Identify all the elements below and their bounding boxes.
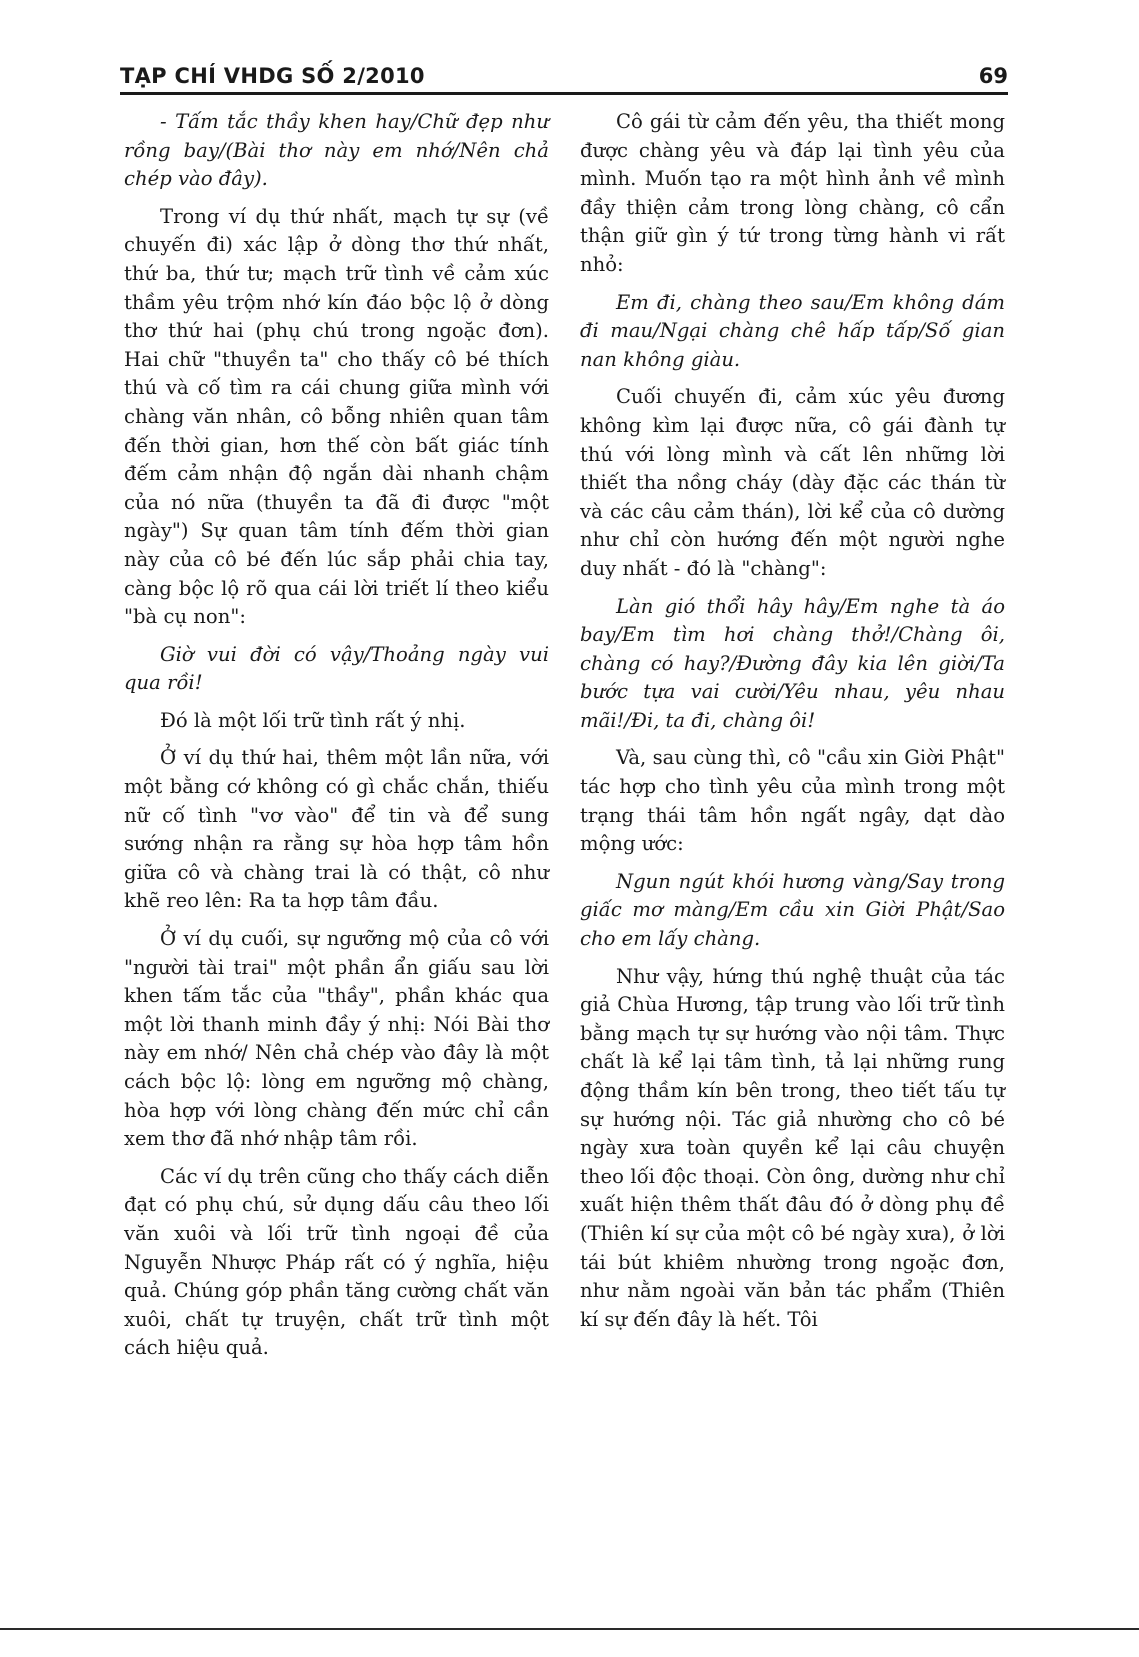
paragraph: - Tấm tắc thầy khen hay/Chữ đẹp như rồng bay/(Bài thơ này em nhớ/Nên chả chép vào đây). (124, 110, 549, 191)
paragraph: Cô gái từ cảm đến yêu, tha thiết mong được chàng yêu và đáp lại tình yêu của mình. Muốn tạo ra một hình ảnh về mình đầy thiện cảm trong lòng chàng, cô cẩn thận giữ gìn ý tứ trong từng hành vi rất nhỏ: (580, 110, 1005, 276)
running-header (120, 52, 1008, 95)
poem-quote: Làn gió thổi hây hây/Em nghe tà áo bay/Em tìm hơi chàng thở!/Chàng ôi, chàng có hay?/Đường đây kia lên giời/Ta bước tựa vai cười/Yêu nhau, yêu nhau mãi!/Đi, ta đi, chàng ôi! (580, 594, 1005, 732)
right-column (580, 108, 1005, 1343)
poem-quote: Em đi, chàng theo sau/Em không dám đi mau/Ngại chàng chê hấp tấp/Số gian nan không giàu. (580, 290, 1005, 371)
paragraph: Như vậy, hứng thú nghệ thuật của tác giả Chùa Hương, tập trung vào lối trữ tình bằng mạch tự sự hướng vào nội tâm. Thực chất là kể lại tâm tình, tả lại những rung động thầm kín bên trong, theo tiết tấu tự sự hướng nội. Tác giả nhường cho cô bé ngày xưa toàn quyền kể lại câu chuyện theo lối độc thoại. Còn ông, dường như chỉ xuất hiện thêm thất đâu đó ở dòng phụ đề (Thiên kí sự của một cô bé ngày xưa), ở lời tái bút khiêm nhường trong ngoặc đơn, như nằm ngoài văn bản tác phẩm (Thiên kí sự đến đây là hết. Tôi (580, 964, 1005, 1331)
poem-quote: Giờ vui đời có vậy/Thoảng ngày vui qua rồi! (124, 642, 549, 695)
paragraph: Các ví dụ trên cũng cho thấy cách diễn đạt có phụ chú, sử dụng dấu câu theo lối văn xuôi và lối trữ tình ngoại đề của Nguyễn Nhược Pháp rất có ý nghĩa, hiệu quả. Chúng góp phần tăng cường chất văn xuôi, chất tự truyện, chất trữ tình một cách hiệu quả. (124, 1164, 549, 1360)
poem-quote: Ngun ngút khói hương vàng/Say trong giấc mơ màng/Em cầu xin Giời Phật/Sao cho em lấy chàng. (580, 869, 1005, 951)
paragraph: Cuối chuyến đi, cảm xúc yêu đương không kìm lại được nữa, cô gái đành tự thú với lòng mình và cất lên những lời thiết tha nồng cháy (dày đặc các thán từ và các câu cảm thán), lời kể của cô dường như chỉ còn hướng đến một người nghe duy nhất - đó là "chàng": (580, 385, 1005, 580)
paragraph: Ở ví dụ cuối, sự ngưỡng mộ của cô với "người tài trai" một phần ẩn giấu sau lời khen tấm tắc của "thầy", phần khác qua một lời thanh minh đầy ý nhị: Nói Bài thơ này em nhớ/ Nên chả chép vào đây là một cách bộc lộ: lòng em ngưỡng mộ chàng, hòa hợp với lòng chàng đến mức chỉ cần xem thơ đã nhớ nhập tâm rồi. (124, 927, 549, 1151)
page-number: 69 (978, 64, 1008, 88)
paragraph: Trong ví dụ thứ nhất, mạch tự sự (về chuyến đi) xác lập ở dòng thơ thứ nhất, thứ ba, thứ tư; mạch trữ tình về cảm xúc thầm yêu trộm nhớ kín đáo bộc lộ ở dòng thơ thứ hai (phụ chú trong ngoặc đơn). Hai chữ "thuyền ta" cho thấy cô bé thích thú và cố tìm ra cái chung giữa mình với chàng văn nhân, cô bỗng nhiên quan tâm đến thời gian, hơn thế còn bất giác tính đếm cảm nhận độ ngắn dài nhanh chậm của nó nữa (thuyền ta đã đi được "một ngày") Sự quan tâm tính đếm thời gian này của cô bé đến lúc sắp phải chia tay, càng bộc lộ rõ qua cái lời triết lí theo kiểu "bà cụ non": (124, 204, 549, 629)
journal-title: TẠP CHÍ VHDG SỐ 2/2010 (120, 64, 425, 88)
left-column (124, 108, 549, 1372)
paragraph: Đó là một lối trữ tình rất ý nhị. (160, 708, 466, 732)
bottom-rule (0, 1628, 1139, 1630)
paragraph: Ở ví dụ thứ hai, thêm một lần nữa, với một bằng cớ không có gì chắc chắn, thiếu nữ cố tình "vơ vào" để tin và để sung sướng nhận ra rằng sự hòa hợp tâm hồn giữa cô và chàng trai là có thật, cô như khẽ reo lên: Ra ta hợp tâm đầu. (124, 746, 549, 913)
paragraph: Và, sau cùng thì, cô "cầu xin Giời Phật" tác hợp cho tình yêu của mình trong một trạng thái tâm hồn ngất ngây, dạt dào mộng ước: (580, 746, 1005, 856)
